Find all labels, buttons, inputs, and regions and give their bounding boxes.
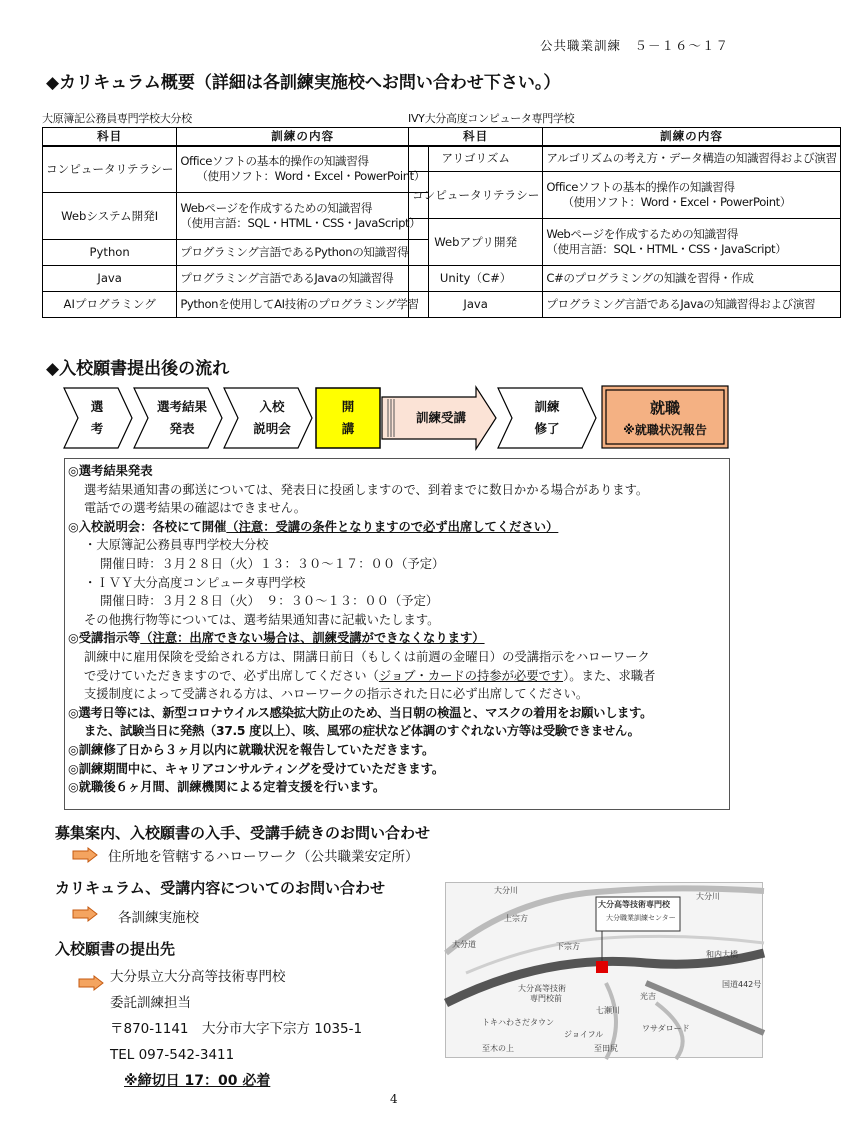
note-text: 支援制度によって受講される方は、ハローワークの指示された日に必ず出席してください。 bbox=[84, 687, 589, 702]
flow-title: ◆入校願書提出後の流れ bbox=[46, 359, 230, 379]
deadline: ※締切日 17：00 必着 bbox=[124, 1073, 271, 1089]
notes-box bbox=[64, 458, 730, 810]
map-label: 大分道 bbox=[452, 940, 476, 949]
note-school-2-date: 開催日時：３月２８日（火） ９：３０～１３：００（予定） bbox=[100, 594, 439, 609]
curriculum-table-right bbox=[408, 127, 841, 318]
subject-cell: アリゴリズム bbox=[409, 146, 543, 172]
inquiry-title-3: 入校願書の提出先 bbox=[55, 940, 176, 958]
col-subject-header: 科目 bbox=[409, 128, 543, 146]
content-cell: Officeソフトの基本的操作の知識習得 （使用ソフト：Word・Excel・PowerPoint） bbox=[543, 172, 840, 219]
content-cell: プログラミング言語であるPythonの知識習得 bbox=[177, 240, 429, 266]
inquiry-answer-1: 住所地を管轄するハローワーク（公共職業安定所） bbox=[108, 849, 419, 865]
flow-step-3: 入校 説明会 bbox=[253, 399, 291, 436]
map-label: 七瀬川 bbox=[596, 1006, 620, 1015]
note-text: その他携行物等については、選考結果通知書に記載いたします。 bbox=[84, 612, 440, 627]
map-label-center-sub: 大分職業訓練センター bbox=[606, 914, 676, 922]
map-label: 至木の上 bbox=[482, 1044, 514, 1053]
note-text: 訓練中に雇用保険を受給される方は、開講日前日（もしくは前週の金曜日）の受講指示をハローワーク bbox=[84, 649, 650, 664]
arrow-right-icon bbox=[72, 848, 98, 862]
map-label: トキハわさだタウン bbox=[482, 1018, 554, 1027]
note-selection-title: ◎選考結果発表 bbox=[68, 464, 153, 478]
document-id: 公共職業訓練 ５－１６～１７ bbox=[540, 38, 730, 53]
content-cell: C#のプログラミングの知識を習得・作成 bbox=[543, 266, 840, 292]
map-label: 至田尻 bbox=[594, 1044, 618, 1053]
school-left-name: 大原簿記公務員専門学校大分校 bbox=[42, 112, 192, 125]
note-report: ◎訓練修了日から３ヶ月以内に就職状況を報告していただきます。 bbox=[68, 742, 435, 757]
content-cell: プログラミング言語であるJavaの知識習得および演習 bbox=[543, 292, 840, 318]
curriculum-table-left bbox=[42, 127, 429, 318]
content-cell: Officeソフトの基本的操作の知識習得 （使用ソフト：Word・Excel・PowerPoint） bbox=[177, 146, 429, 193]
subject-cell: Webシステム開発Ⅰ bbox=[43, 193, 177, 240]
note-covid: ◎選考日等には、新型コロナウイルス感染拡大防止のため、当日朝の検温と、マスクの着用をお願いします。 bbox=[68, 705, 653, 720]
subject-cell: Webアプリ開発 bbox=[409, 219, 543, 266]
flow-step-6: 訓練 修了 bbox=[534, 399, 560, 436]
map-label: 大分川 bbox=[696, 892, 720, 901]
content-cell: プログラミング言語であるJavaの知識習得 bbox=[177, 266, 429, 292]
subject-cell: コンピュータリテラシー bbox=[43, 146, 177, 193]
note-support: ◎就職後６ヶ月間、訓練機関による定着支援を行います。 bbox=[68, 780, 386, 795]
inquiry-title-1: 募集案内、入校願書の入手、受講手続きのお問い合わせ bbox=[55, 824, 431, 842]
note-text: 電話での選考結果の確認はできません。 bbox=[84, 501, 307, 516]
note-instruction-title: ◎受講指示等（注意：出席できない場合は、訓練受講ができなくなります） bbox=[68, 631, 485, 646]
inquiry-title-2: カリキュラム、受講内容についてのお問い合わせ bbox=[55, 879, 386, 897]
note-career: ◎訓練期間中に、キャリアコンサルティングを受けていただきます。 bbox=[68, 761, 445, 776]
col-content-header: 訓練の内容 bbox=[177, 128, 429, 146]
note-orientation-title: ◎入校説明会：各校にて開催（注意：受講の条件となりますので必ず出席してください） bbox=[68, 519, 559, 534]
col-content-header: 訓練の内容 bbox=[543, 128, 840, 146]
map-label: ジョイフル bbox=[564, 1030, 604, 1039]
map-label: 大分川 bbox=[494, 886, 518, 895]
map-label: 大分高等技術 bbox=[518, 984, 566, 993]
subject-cell: AIプログラミング bbox=[43, 292, 177, 318]
note-school-1-date: 開催日時：３月２８日（火）１３：３０～１７：００（予定） bbox=[100, 556, 445, 571]
note-text: で受けていただきますので、必ず出席してください（ジョブ・カードの持参が必要です）。また、求職者 bbox=[84, 668, 656, 683]
map-label: ワサダロード bbox=[642, 1024, 690, 1033]
content-cell: Pythonを使用してAI技術のプログラミング学習 bbox=[177, 292, 429, 318]
subject-cell: Java bbox=[409, 292, 543, 318]
note-covid-2: また、試験当日に発熱（37.5 度以上）、咳、風邪の症状など体調のすぐれない方等は受験できません。 bbox=[84, 724, 640, 739]
note-school-2: ・ＩＶＹ大分高度コンピュータ専門学校 bbox=[84, 575, 306, 590]
arrow-right-icon bbox=[72, 907, 98, 921]
subject-cell: Unity（C#） bbox=[409, 266, 543, 292]
flow-step-1: 選 考 bbox=[90, 399, 104, 436]
map-label: 和内大橋 bbox=[706, 950, 738, 959]
location-map bbox=[445, 882, 763, 1058]
inquiry-answer-2: 各訓練実施校 bbox=[118, 910, 199, 926]
school-right-name: IVY大分高度コンピュータ専門学校 bbox=[408, 112, 575, 125]
curriculum-title: ◆カリキュラム概要（詳細は各訓練実施校へお問い合わせ下さい。） bbox=[46, 73, 561, 93]
map-label: 光吉 bbox=[640, 992, 656, 1001]
content-cell: アルゴリズムの考え方・データ構造の知識習得および演習 bbox=[543, 146, 840, 172]
page-number: 4 bbox=[390, 1092, 398, 1106]
subject-cell: コンピュータリテラシー bbox=[409, 172, 543, 219]
flow-step-2: 選考結果 発表 bbox=[156, 399, 207, 436]
note-school-1: ・大原簿記公務員専門学校大分校 bbox=[84, 538, 269, 553]
flow-step-7: 就職 ※就職状況報告 bbox=[623, 399, 707, 437]
map-label: 専門校前 bbox=[530, 994, 562, 1003]
map-label: 下宗方 bbox=[556, 942, 580, 951]
subject-cell: Java bbox=[43, 266, 177, 292]
content-cell: Webページを作成するための知識習得 （使用言語：SQL・HTML・CSS・JavaScript） bbox=[177, 193, 429, 240]
note-text: 選考結果通知書の郵送については、発表日に投函しますので、到着までに数日かかる場合があります。 bbox=[84, 482, 649, 497]
arrow-right-icon bbox=[78, 976, 104, 990]
flow-step-5: 訓練受講 bbox=[415, 410, 466, 425]
content-cell: Webページを作成するための知識習得 （使用言語：SQL・HTML・CSS・JavaScript） bbox=[543, 219, 840, 266]
map-label-center: 大分高等技術専門校 bbox=[598, 900, 670, 909]
subject-cell: Python bbox=[43, 240, 177, 266]
flow-step-4: 開 講 bbox=[341, 399, 355, 436]
col-subject-header: 科目 bbox=[43, 128, 177, 146]
map-label: 国道442号 bbox=[722, 980, 762, 989]
map-label: 上宗方 bbox=[504, 914, 528, 923]
address-block: 大分県立大分高等技術専門校 委託訓練担当 〒870-1141 大分市大字下宗方 1035-1 TEL 097-542-3411 bbox=[110, 969, 363, 1063]
